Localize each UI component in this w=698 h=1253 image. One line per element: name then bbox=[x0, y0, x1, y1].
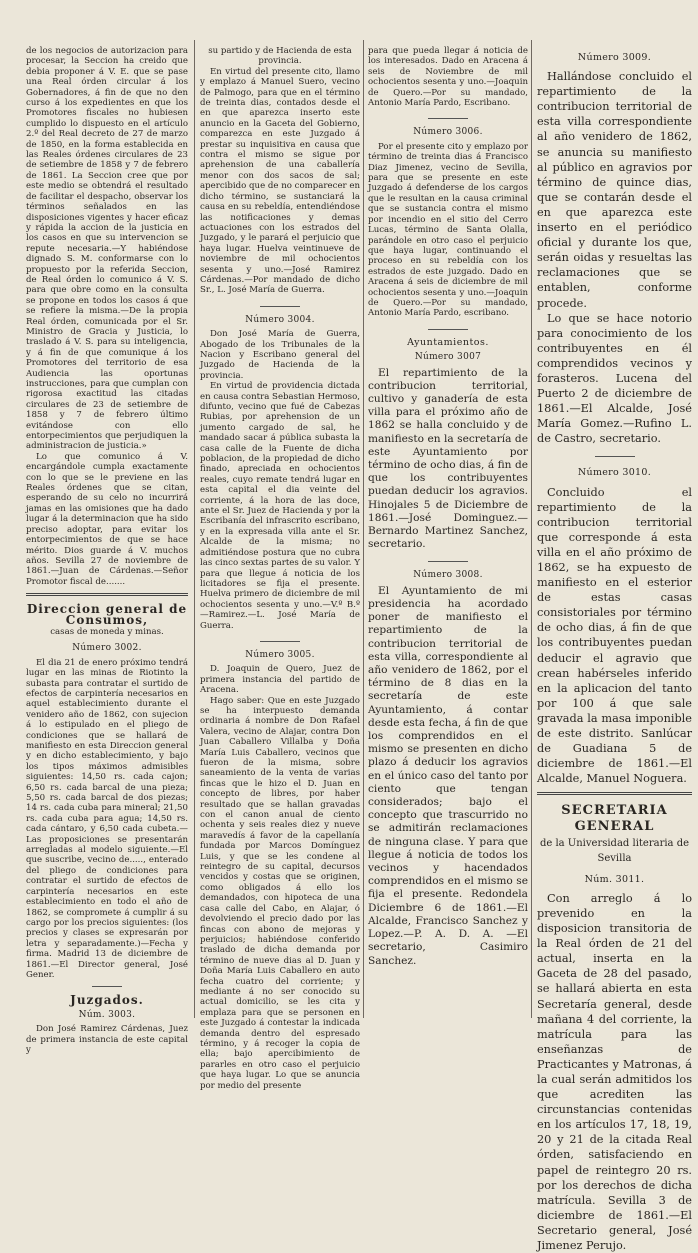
double-divider bbox=[26, 593, 188, 596]
section-heading: Ayuntamientos. bbox=[407, 336, 489, 348]
paragraph: Por el presente cito y emplazo por término de treinta dias á Francisco Diaz Jimenez, vecino de Sevilla, para que se presente en este Juzgado á defenderse de los cargos que le resultan en la causa criminal que se sustancia contra el mismo por incendio en el sitio del Cerro Lucas, término de Santa Olalla, parándole en otro caso el perjuicio que haya lugar, continuando el proceso en su rebeldía con los estrados de este juzgado. Dado en Aracena á seis de diciembre de mil ochocientos sesenta y uno.—Joaquin de Quero.—Por su mandado, Antonio María Pardo, escribano. bbox=[368, 141, 528, 319]
divider bbox=[92, 986, 122, 987]
divider bbox=[260, 306, 300, 307]
paragraph: su partido y de Hacienda de esta provincia. bbox=[208, 46, 352, 67]
paragraph: El dia 21 de enero próximo tendrá lugar en las minas de Riotinto la subasta para contratar el surtido de efectos de carpintería necesarios en aquel establecimiento durante el venidero año de 1862, con sujecion á lo estipulado en el pliego de condiciones que se hallará de manifiesto en esta Direccion general y en dicho establecimiento, y bajo los tipos máximos admisibles siguientes: 14,50 rs. cada cajon; 6,50 rs. cada barcal de una pieza; 5,50 rs. cada barcal de dos piezas; 14 rs. cada cuba para mineral; 21,50 rs. cada cuba para agua; 14,50 rs. cada cántaro, y 6,50 cada cubeta.—Las proposiciones se presentarán arregladas al modelo siguiente.—El que suscribe, vecino de....., enterado del pliego de condiciones para contratar el surtido de efectos de carpintería necesarios en este establecimiento en todo el año de 1862, se compromete á cumplir á su cargo por los precios siguientes: (los precios y clases se expresarán por letra y separadamente.)—Fecha y firma. Madrid 13 de diciembre de 1861.—El Director general, José Gener. bbox=[26, 657, 188, 980]
column-rule bbox=[194, 40, 195, 1018]
notice-number: Número 3004. bbox=[245, 314, 315, 325]
notice-number: Número 3007 bbox=[414, 352, 482, 363]
column-rule bbox=[531, 40, 532, 1018]
paragraph: Concluido el repartimiento de la contribucion territorial que corresponde á esta villa en el año próximo de 1862, se ha expuesto de manifiesto en el esterior de estas casas consistoriales por término de ocho dias, á fin de que los contribuyentes puedan deducir el agravio que crean habérseles inferido en la aplicacion del tanto por 100 á que sale gravada la masa imponible de este distrito. Sanlúcar de Guadiana 5 de diciembre de 1861.—El Alcalde, Manuel Noguera. bbox=[537, 485, 692, 786]
section-heading: Direccion general de Consumos, bbox=[26, 602, 188, 627]
notice-number: Núm. 3003. bbox=[78, 1009, 136, 1020]
paragraph: El Ayuntamiento de mi presidencia ha acordado poner de manifiesto el repartimiento de la contribucion territorial de esta villa, correspondiente al año venidero de 1862, por el término de 8 dias en la secretaría de este Ayuntamiento, á contar desde esta fecha, á fin de que los comprendidos en el mismo se presenten en dicho plazo á deducir los agravios en el único caso del tanto por ciento que tengan considerados; bajo el concepto que trascurrido no se admitirán reclamaciones de ninguna clase. Y para que llegue á noticia de todos los vecinos y hacendados comprendidos en el mismo se fija el presente. Redondela Diciembre 6 de 1861.—El Alcalde, Francisco Sanchez y Lopez.—P. A. D. A. —El secretario, Casimiro Sanchez. bbox=[368, 584, 528, 967]
paragraph: Don José María de Guerra, Abogado de los Tribunales de la Nacion y Escribano general del Juzgado de Hacienda de la provincia. bbox=[200, 329, 360, 381]
divider bbox=[428, 118, 468, 119]
paragraph: Don José Ramirez Cárdenas, Juez de primera instancia de este capital y bbox=[26, 1024, 188, 1055]
section-heading: Juzgados. bbox=[70, 993, 144, 1008]
notice-number: Número 3005. bbox=[245, 649, 315, 660]
notice-number: Núm. 3011. bbox=[584, 873, 645, 885]
section-subheading: de la Universidad literaria de Sevilla bbox=[539, 837, 690, 864]
paragraph: Con arreglo á lo prevenido en la disposicion transitoria de la Real órden de 21 del actual, inserta en la Gaceta de 28 del pasado, se hallará abierta en esta Secretaría general, desde mañana 4 del corriente, la matrícula para las enseñanzas de Practicantes y Matronas, á la cual serán admitidos los que acrediten las circunstancias contenidas en los artículos 17, 18, 19, 20 y 21 de la citada Real órden, satisfaciendo en papel de reintegro 20 rs. por los derechos de dicha matrícula. Sevilla 3 de diciembre de 1861.—El Secretario general, José Jimenez Perujo. bbox=[537, 891, 692, 1253]
divider bbox=[428, 329, 468, 330]
notice-number: Número 3006. bbox=[413, 127, 483, 138]
paragraph: Hallándose concluido el repartimiento de la contribucion territorial de esta villa correspondiente al año venidero de 1862, se anuncia su manifiesto al público en agravios por término de quince dias, que se contarán desde el en que aparezca este inserto en el periódico oficial y durante los que, serán oidas y resueltas las reclamaciones que se entablen, conforme procede. bbox=[537, 70, 692, 310]
section-heading: SECRETARIA GENERAL bbox=[561, 803, 668, 834]
column-4 bbox=[537, 46, 692, 1253]
paragraph: para que pueda llegar á noticia de los interesados. Dado en Aracena á seis de Noviembre de mil ochocientos sesenta y uno.—Joaquin de Quero.—Por su mandado, Antonio María Pardo, Escribano. bbox=[368, 46, 528, 109]
section-subheading: casas de moneda y minas. bbox=[50, 626, 164, 637]
paragraph: Lo que comunico á V. encargándole cumpla exactamente con lo que se le previene en las Reales órdenes que se citan, esperando de su celo no incurrirá jamas en las omisiones que ha dado lugar á la determinacion que ha sido preciso adoptar, para evitar los entorpecimientos de que se hace mérito. Dios guarde á V. muchos años. Sevilla 27 de noviembre de 1861.—Juan de Cárdenas.—Señor Promotor fiscal de....... bbox=[26, 451, 188, 587]
paragraph: Lo que se hace notorio para conocimiento de los contribuyentes en él comprendidos vecinos y forasteros. Lucena del Puerto 2 de diciembre de 1861.—El Alcalde, José María Gomez.—Rufino L. de Castro, secretario. bbox=[537, 311, 692, 446]
divider bbox=[595, 456, 635, 457]
paragraph: Hago saber: Que en este Juzgado se ha interpuesto demanda ordinaria á nombre de Don Rafael Valera, vecino de Alajar, contra Don Juan Caballero Villalba y Doña María Luis Caballero, vecinos que fueron de la misma, sobre saneamiento de la venta de varias fincas que le hizo el D. Juan en concepto de libres, por haber resultado que se hallan gravadas con el canon anual de ciento ochenta y seis reales diez y nueve maravedís á favor de la capellanía fundada por Marcos Domínguez Luis, y que se les condene al reintegro de su capital, decursos vencidos y costas que se originen, como obligados á ello los demandados, con hipoteca de una casa calle del Cabo, en Alajar, ó devolviendo el precio dado por las fincas con abono de mejoras y perjuicios; habiéndose conferido traslado de dicha demanda por término de nueve dias al D. Juan y Doña María Luis Caballero en auto fecha cuatro del corriente; y mediante á no ser conocido su actual domicilio, se les cita y emplaza para que se personen en este Juzgado á contestar la indicada demanda dentro del espresado término, y á recoger la copia de ella; bajo apercibimiento de pararles en otro caso el perjuicio que haya lugar. Lo que se anuncia por medio del presente bbox=[200, 695, 360, 1091]
notice-number: Número 3009. bbox=[577, 52, 652, 63]
column-3 bbox=[368, 46, 528, 1016]
divider bbox=[260, 641, 300, 642]
column-1 bbox=[26, 46, 188, 1055]
notice-number: Número 3010. bbox=[577, 467, 652, 479]
notice-number: Número 3002. bbox=[72, 643, 142, 654]
paragraph: En virtud de providencia dictada en causa contra Sebastian Hermoso, difunto, vecino que fué de Cabezas Rubias, por aprehension de un jumento cargado de sal, he mandado sacar á pública subasta la casa calle de la Fuente de dicha poblacion, de la propiedad de dicho finado, apreciada en ochocientos reales, cuyo remate tendrá lugar en esta capital el dia veinte del corriente, á la hora de las doce, ante el Sr. Juez de Hacienda y por la Escribanía del infrascrito escribano, y en la expresada villa ante el Sr. Alcalde de la misma; no admitiéndose postura que no cubra las cinco sextas partes de su valor. Y para que llegue á noticia de los licitadores se fija el presente. Huelva primero de diciembre de mil ochocientos sesenta y uno.—V.º B.º—Ramirez.—L. José María de Guerra. bbox=[200, 381, 360, 631]
paragraph: D. Joaquin de Quero, Juez de primera instancia del partido de Aracena. bbox=[200, 664, 360, 696]
divider bbox=[428, 561, 468, 562]
double-divider bbox=[537, 792, 692, 795]
paragraph: El repartimiento de la contribucion territorial, cultivo y ganadería de esta villa para el próximo año de 1862 se halla concluido y de manifiesto en la secretaría de este Ayuntamiento por término de ocho dias, á fin de que los contribuyentes puedan deducir los agravios. Hinojales 5 de Diciembre de 1861.—José Dominguez.—Bernardo Martinez Sanchez, secretario. bbox=[368, 366, 528, 551]
notice-number: Número 3008. bbox=[413, 570, 483, 581]
paragraph: de los negocios de autorizacion para procesar, la Seccion ha creido que debia proponer á V. E. que se pase una Real órden circular á los Gobernadores, á fin de que no den curso á los expedientes en que los Promotores fiscales no hubiesen cumplido lo dispuesto en el artículo 2.º del Real decreto de 27 de marzo de 1850, en la forma establecida en las Reales órdenes circulares de 23 de setiembre de 1858 y 7 de febrero de 1861. La Seccion cree que por este medio se obtendrá el resultado de facilitar el despacho, observar los términos señalados en las disposiciones vigentes y hacer eficaz y rápida la accion de la justicia en los casos en que su intervencion se repute necesaria.—Y habiéndose dignado S. M. conformarse con lo propuesto por la referida Seccion, de Real órden lo comunico á V. S. para que obre como en la consulta se propone en todos los casos á que se refiere la misma.—De la propia Real órden, comunicada por el Sr. Ministro de Gracia y Justicia, lo traslado á V. S. para su inteligencia, y á fin de que comunique á los Promotores del territorio de esa Audiencia las oportunas instrucciones, para que cumplan con rigorosa exactitud las citadas circulares de 23 de setiembre de 1858 y 7 de febrero último evitándose con ello entorpecimientos que perjudiquen la administracion de justicia.» bbox=[26, 46, 188, 452]
column-2 bbox=[200, 46, 360, 1091]
column-rule bbox=[363, 40, 364, 1018]
paragraph: En virtud del presente cito, llamo y emplazo á Manuel Suero, vecino de Palmogo, para que en el término de treinta dias, contados desde el en que aparezca inserto este anuncio en la Gaceta del Gobierno, comparezca en este Juzgado á prestar su inquisitiva en causa que contra el mismo se sigue por aprehension de una caballería menor con dos sacos de sal; apercibido que de no comparecer en dicho término, se sustanciará la causa en su rebeldía, entendiéndose las notificaciones y demas actuaciones con los estrados del Juzgado, y le parará el perjuicio que haya lugar. Huelva veintinueve de noviembre de mil ochocientos sesenta y uno.—José Ramirez Cárdenas.—Por mandado de dicho Sr., L. José María de Guerra. bbox=[200, 66, 360, 296]
